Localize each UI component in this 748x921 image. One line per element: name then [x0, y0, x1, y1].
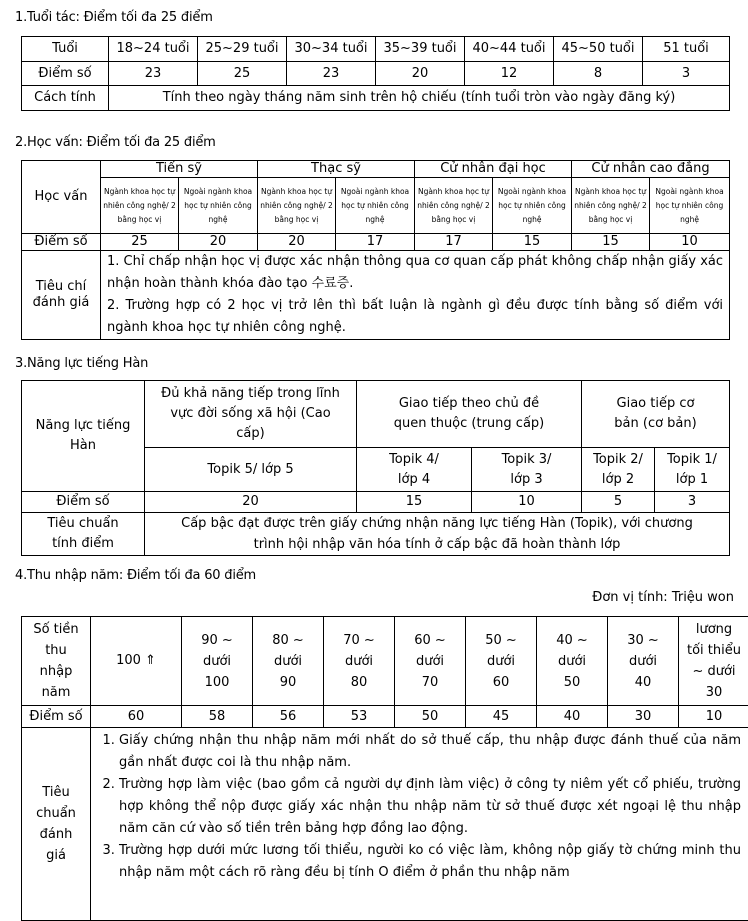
income-criteria-item: 2. Trường hợp làm việc (bao gồm cả người dự định làm việc) ở công ty niêm yết cổ phiếu, trường hợp không thể nộp được giấy xác nhận thu nhập năm từ sở thuế được xét ngoại lệ thu nhập năm căn cứ vào số tiền trên bảng hợp đồng lao động. [119, 774, 741, 840]
korean-score: 20 [145, 492, 357, 513]
income-bracket: 40 ~ dưới 50 [537, 617, 608, 706]
income-bracket: 50 ~ dưới 60 [466, 617, 537, 706]
degree-subheader-other: Ngoài ngành khoa học tự nhiên công nghệ [179, 178, 258, 234]
age-bracket: 51 tuổi [643, 37, 730, 62]
income-score: 60 [91, 706, 182, 728]
degree-header: Tiến sỹ [101, 161, 258, 178]
income-criteria-item: 3. Trường hợp dưới mức lương tối thiểu, người ko có việc làm, không nộp giấy tờ chứng minh thu nhập năm một cách rõ ràng đều bị tính O điểm ở phần thu nhập năm [119, 840, 741, 884]
korean-score: 5 [582, 492, 655, 513]
education-criteria-item: 1. Chỉ chấp nhận học vị được xác nhận thông qua cơ quan cấp phát không chấp nhận giấy xác nhận hoàn thành khóa đào tạo 수료증. [107, 251, 723, 295]
korean-criteria-text: Cấp bậc đạt được trên giấy chứng nhận năng lực tiếng Hàn (Topik), với chương trình hội nhập văn hóa tính ở cấp bậc đã hoàn thành lớp [145, 513, 730, 556]
income-criteria-label: Tiêu chuẩn đánh giá [22, 728, 91, 921]
education-table [21, 160, 730, 340]
age-bracket: 40~44 tuổi [465, 37, 554, 62]
income-score: 10 [679, 706, 748, 728]
degree-subheader-science: Ngành khoa học tự nhiên công nghệ/ 2 bằng học vị [415, 178, 493, 234]
korean-group: Giao tiếp cơ bản (cơ bản) [582, 381, 730, 448]
degree-header: Thạc sỹ [258, 161, 415, 178]
income-bracket: 60 ~ dưới 70 [395, 617, 466, 706]
age-score-label: Điểm số [22, 62, 109, 86]
korean-heading: 3.Năng lực tiếng Hàn [15, 356, 148, 371]
degree-header: Cử nhân đại học [415, 161, 572, 178]
age-bracket: 35~39 tuổi [376, 37, 465, 62]
korean-level: Topik 2/ lớp 2 [582, 448, 655, 492]
korean-group: Giao tiếp theo chủ đề quen thuộc (trung cấp) [357, 381, 582, 448]
age-score: 23 [109, 62, 198, 86]
education-score: 15 [493, 234, 572, 251]
korean-criteria-label: Tiêu chuẩn tính điểm [22, 513, 145, 556]
education-criteria [101, 251, 730, 340]
degree-subheader-other: Ngoài ngành khoa học tự nhiên công nghệ [493, 178, 572, 234]
income-score: 40 [537, 706, 608, 728]
income-bracket: 90 ~ dưới 100 [182, 617, 253, 706]
education-criteria-item: 2. Trường hợp có 2 học vị trở lên thì bất luận là ngành gì đều được tính bằng số điểm với ngành khoa học tự nhiên công nghệ. [107, 295, 723, 339]
education-score: 25 [101, 234, 179, 251]
degree-header: Cử nhân cao đẳng [572, 161, 730, 178]
income-bracket: lương tối thiểu ~ dưới 30 [679, 617, 748, 706]
age-score: 20 [376, 62, 465, 86]
age-header-label: Tuổi [22, 37, 109, 62]
degree-subheader-other: Ngoài ngành khoa học tự nhiên công nghệ [650, 178, 730, 234]
income-row-label: Số tiền thu nhập năm [22, 617, 91, 706]
age-bracket: 25~29 tuổi [198, 37, 287, 62]
income-score: 53 [324, 706, 395, 728]
education-score: 17 [415, 234, 493, 251]
education-score: 10 [650, 234, 730, 251]
degree-subheader-science: Ngành khoa học tự nhiên công nghệ/ 2 bằng học vị [572, 178, 650, 234]
income-score: 45 [466, 706, 537, 728]
korean-score: 10 [472, 492, 582, 513]
income-criteria [91, 728, 748, 921]
age-table [21, 36, 730, 111]
age-bracket: 18~24 tuổi [109, 37, 198, 62]
age-score: 25 [198, 62, 287, 86]
education-score: 20 [179, 234, 258, 251]
degree-subheader-science: Ngành khoa học tự nhiên công nghệ/ 2 bằng học vị [258, 178, 336, 234]
income-score-label: Điểm số [22, 706, 91, 728]
education-score: 15 [572, 234, 650, 251]
income-criteria-item: 1. Giấy chứng nhận thu nhập năm mới nhất do sở thuế cấp, thu nhập được đánh thuế của năm gần nhất được coi là thu nhập năm. [119, 730, 741, 774]
income-table [21, 616, 748, 921]
age-method-text: Tính theo ngày tháng năm sinh trên hộ chiếu (tính tuổi tròn vào ngày đăng ký) [109, 86, 730, 111]
income-bracket: 80 ~ dưới 90 [253, 617, 324, 706]
korean-score: 3 [655, 492, 730, 513]
education-criteria-label: Tiêu chí đánh giá [22, 251, 101, 340]
education-score: 17 [336, 234, 415, 251]
korean-row-label: Năng lực tiếng Hàn [22, 381, 145, 492]
age-method-label: Cách tính [22, 86, 109, 111]
income-bracket: 70 ~ dưới 80 [324, 617, 395, 706]
income-score: 56 [253, 706, 324, 728]
education-score-label: Điểm số [22, 234, 101, 251]
korean-level: Topik 5/ lớp 5 [145, 448, 357, 492]
income-bracket: 100 ⇑ [91, 617, 182, 706]
income-bracket: 30 ~ dưới 40 [608, 617, 679, 706]
income-score: 30 [608, 706, 679, 728]
korean-score-label: Điểm số [22, 492, 145, 513]
education-row-label: Học vấn [22, 161, 101, 234]
age-score: 12 [465, 62, 554, 86]
korean-group: Đủ khả năng tiếp trong lĩnh vực đời sống xã hội (Cao cấp) [145, 381, 357, 448]
korean-level: Topik 1/ lớp 1 [655, 448, 730, 492]
age-score: 3 [643, 62, 730, 86]
age-bracket: 30~34 tuổi [287, 37, 376, 62]
korean-level: Topik 4/ lớp 4 [357, 448, 472, 492]
age-bracket: 45~50 tuổi [554, 37, 643, 62]
korean-table [21, 380, 730, 556]
income-score: 58 [182, 706, 253, 728]
degree-subheader-other: Ngoài ngành khoa học tự nhiên công nghệ [336, 178, 415, 234]
education-heading: 2.Học vấn: Điểm tối đa 25 điểm [15, 135, 216, 150]
korean-level: Topik 3/ lớp 3 [472, 448, 582, 492]
income-unit: Đơn vị tính: Triệu won [592, 590, 734, 605]
age-score: 8 [554, 62, 643, 86]
korean-score: 15 [357, 492, 472, 513]
degree-subheader-science: Ngành khoa học tự nhiên công nghệ/ 2 bằng học vị [101, 178, 179, 234]
age-heading: 1.Tuổi tác: Điểm tối đa 25 điểm [15, 10, 213, 25]
income-score: 50 [395, 706, 466, 728]
education-score: 20 [258, 234, 336, 251]
income-heading: 4.Thu nhập năm: Điểm tối đa 60 điểm [15, 568, 256, 583]
age-score: 23 [287, 62, 376, 86]
